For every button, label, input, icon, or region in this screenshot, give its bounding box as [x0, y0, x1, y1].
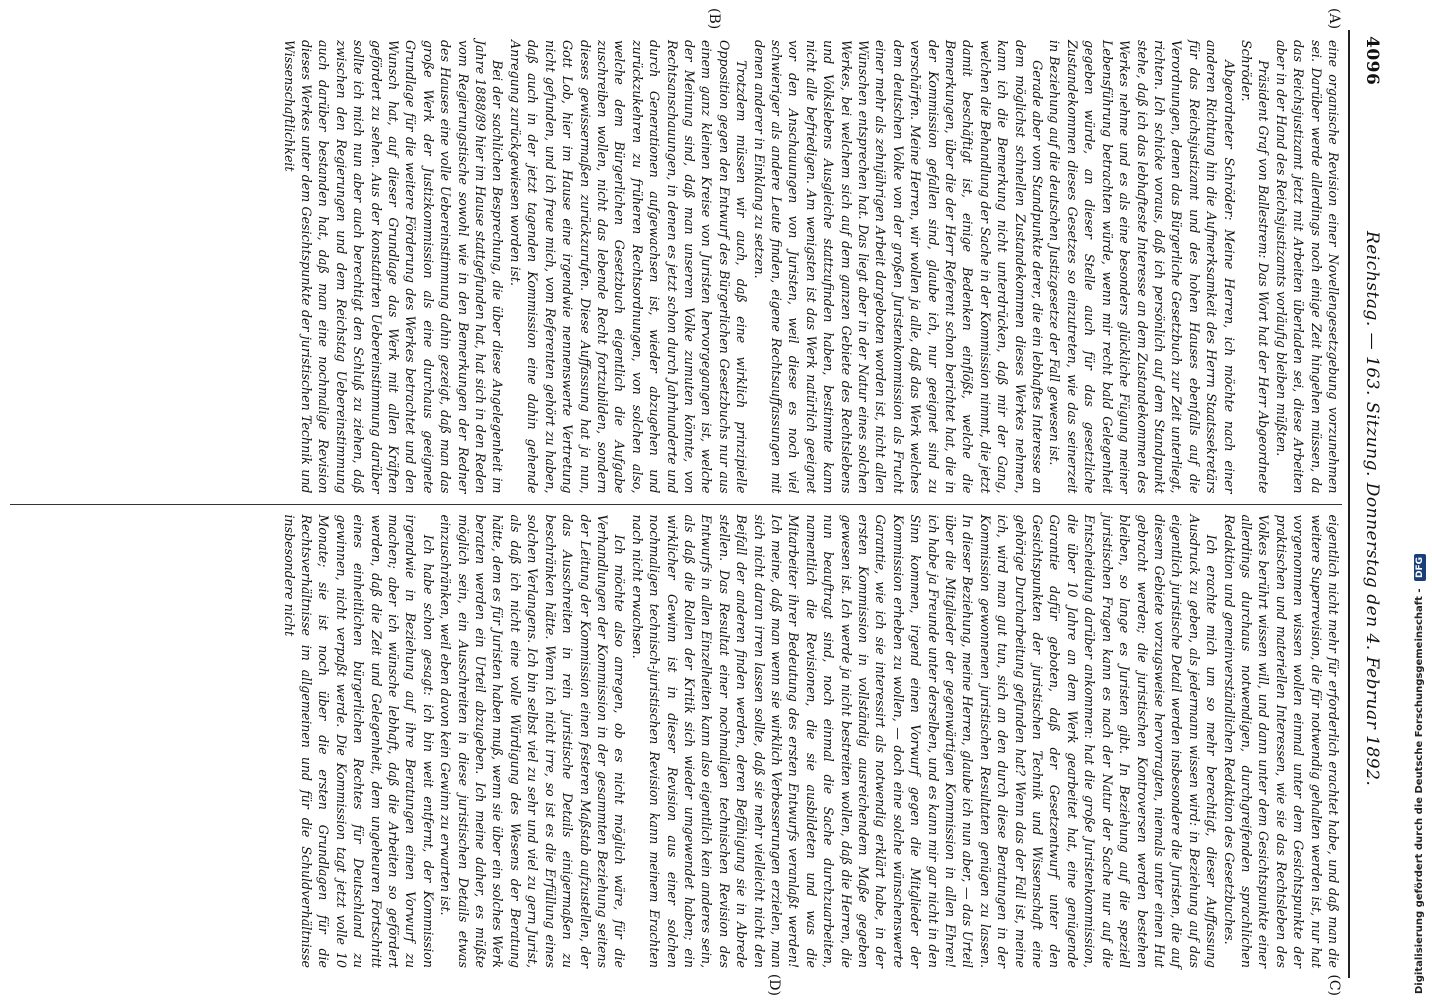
paragraph: Abgeordneter Schröder: Meine Herren, ich möchte nach einer anderen Richtung hin die Aufmerksamkeit des Herrn Staatssekretärs für das Reichsjustizamt und des hohen Hauses ebenfalls auf die Verordnungen, denen das Bürgerliche Gesetzbuch zur Zeit unterliegt, richten. Ich schicke voraus, daß ich persönlich auf dem Standpunkt stehe, daß ich das lebhafteste Interesse an dem Zustandekommen des Werkes nehme und es als eine besonders glückliche Fügung meiner Lebensführung betrachten würde, wenn mir recht bald Gelegenheit gegeben würde, an dieser Stelle auch für das gesetzliche Zustandekommen dieses Gesetzes so einzutreten, wie das seinerzeit in Beziehung auf die deutschen Justizgesetze der Fall gewesen ist. [1047, 40, 1237, 494]
left-column [10, 30, 1342, 504]
digitization-footer [1410, 194, 1426, 994]
funding-text: Digitalisierung gefördert durch die Deutsche Forschungsgemeinschaft - [1414, 588, 1425, 994]
page-title: Reichstag. — 163. Sitzung. Donnerstag den 4. Februar 1892. [1362, 231, 1382, 787]
paragraph: Ich erachte mich um so mehr berechtigt, dieser Auffassung Ausdruck zu geben, als jedermann wissen wird: in Beziehung auf das eigentlich juristische Detail werden insbesondere die Juristen, die auf diesem Gebiete vorzugsweise hervorragten, niemals unter einen Hut gebracht werden; die juristischen Kontroversen werden bestehen bleiben, so lange es Juristen gibt. In Beziehung auf die speziell juristischen Fragen kann es nach der Natur der Sache nur auf die Entscheidung darüber ankommen: hat die große Juristenkommission, die über 10 Jahre an dem Werk gearbeitet hat, eine genügende Garantie dafür geboten, daß der Gesetzentwurf unter den Gesichtspunkten der juristischen Technik und Wissenschaft eine gehörige Durcharbeitung gefunden hat? Wenn das der Fall ist, meine ich, wird man gut tun, sich an den durch diese Beratungen in der Kommission gewonnenen juristischen Resultaten genügen zu lassen. In dieser Beziehung, meine Herren, glaube ich nun aber, — das Urteil über die Mitglieder der gegenwärtigen Kommission in allen Ehren! ich habe ja Freunde unter derselben, und es kann mir gar nicht in den Sinn kommen, irgend einen Vorwurf gegen die Mitglieder der Kommission erheben zu wollen, — doch eine solche wünschenswerte Garantie, wie ich sie interessirt als notwendig erklärt habe, in der ersten Kommission in vollständig ausreichendem Maße gegeben gewesen ist. Ich werde ja nicht bestreiten wollen, daß die Herren, die nun beauftragt sind, noch einmal die Sache durchzuarbeiten, namentlich die Revisionen, die sie ausbildeten und was die Mitarbeiter ihrer Bedeutung des ersten Entwurfs veranlaßt werden! Ich meine, daß man wenn sie wirklich Verbesserungen erzielen, man sich nicht daran irren lassen sollte, daß sie mehr vielleicht nicht den Beifall der anderen finden werden, deren Befähigung sie in Abrede stellen. Das Resultat einer nochmaligen technischen Revision des Entwurfs in allen Einzelheiten kann also eigentlich kein anderes sein, als daß die Rollen der Kritik sich wieder umgewendet haben; ein wirklicher Gewinn ist in dieser Revision aus einer solchen nochmaligen technisch-juristischen Revision kann meinem Erachten nach nicht erwachsen. [629, 514, 1220, 968]
paragraph-president: Präsident Graf von Ballestrem: Das Wort hat der Herr Abgeordnete Schröder. [1238, 40, 1272, 494]
page-header [1348, 30, 1382, 978]
paragraph: Ich möchte also anregen, ob es nicht möglich wäre, für die Verhandlungen der Kommission in der gesammten Beziehung seitens der Leitung der Kommission einen festeren Maßstab aufzustellen, der das Ausschreiten in rein juristische Details einigermaßen zu beschränken hätte. Wenn ich nicht irre, so ist es die Erfüllung eines solchen Verlangens. Ich bin selbst viel zu sehr und viel zu gern Jurist, als daß ich nicht eine volle Würdigung des Wesens der Beratung hätte, dem es für Juristen haben muß, wenn sie über ein solches Werk beraten werden ein Urteil abzugeben. Ich meine daher, es müßte möglich sein, ein Ausschreiten in diese juristischen Details etwas einzuschränken, weil eben davon kein Gewinn zu erwarten ist. [438, 514, 628, 968]
margin-marker-b: (B) [706, 8, 722, 30]
paragraph: Bei der sachlichen Besprechung, die über diese Angelegenheit im Jahre 1888/89 hier im Hause stattgefunden hat, hat sich in den Reden vom Regierungstische sowohl wie in den Bemerkungen der Redner des Hauses eine volle Uebereinstimmung dahin gezeigt, daß man das große Werk der Justizkommission als eine durchaus geeignete Grundlage für die weitere Förderung des Werkes betrachtet und den Wunsch hat, auf dieser Grundlage das Werk mit allen Kräften gefördert zu sehen. Aus der konstatirten Uebereinstimmung darüber sollte ich mich nun aber auch berechtigt den Schluß zu ziehen, daß zwischen den Regierungen und dem Reichstag Uebereinstimmung auch darüber bestanden hat, daß man eine nochmalige Revision dieses Werkes unter dem Gesichtspunkte der juristischen Technik und Wissenschaftlichkeit [281, 40, 506, 494]
paragraph: eine organische Revision einer Novellengesetzgebung vorzunehmen sei. Darüber werde allerdings noch einige Zeit hingehen müssen, da das Reichsjustizamt jetzt mit Arbeiten überladen sei, diese Arbeiten aber in der Hand des Reichsjustizamts vorläufig bleiben müßten. [1273, 40, 1341, 494]
right-column [10, 505, 1342, 979]
paragraph: Gerade aber vom Standpunkte derer, die ein lebhaftes Interesse an dem möglichst schnellen Zustandekommen dieses Werkes nehmen, kann ich die Bemerkung nicht unterdrücken, daß mir der Gang, welchen die Behandlung der Sache in der Kommission nimmt, die jetzt damit beschäftigt ist, einige Bedenken einflößt, welche die Bemerkungen, über die der Herr Referent schon berichtet hat, die in der Kommission gefallen sind, glaube ich, nur geeignet sind zu verschärfen. Meine Herren, wir wollen ja alle, daß das Werk welches dem deutschen Volke von der großen Juristenkommission als Frucht einer mehr als zehnjährigen Arbeit dargeboten worden ist, nicht allen Wünschen entsprechen hat. Das liegt aber in der Natur eines solchen Werkes, bei welchem sich auf dem ganzen Gebiete des Rechtslebens und Volkslebens Ausgleiche stattzufinden haben, bestimmte kann nicht alle befriedigen. Am wenigsten ist das Werk natürlich geeignet vor den Anschauungen von Juristen, weil diese es noch viel schwieriger als andere Leute finden, eigene Rechtsauffassungen mit denen anderer in Einklang zu setzen. [751, 40, 1046, 494]
margin-marker-d: (D) [766, 973, 782, 996]
page-number: 4096 [1362, 36, 1382, 86]
margin-marker-c: (C) [1326, 974, 1342, 996]
dfg-logo: DFG [1414, 554, 1426, 581]
funding-note [1414, 554, 1426, 994]
margin-marker-a: (A) [1326, 8, 1342, 30]
paragraph: Ich habe schon gesagt: ich bin weit entfernt, der Kommission irgendwie in Beziehung auf ihre Beratungen einen Vorwurf zu machen; aber ich wünsche lebhaft, daß die Arbeiten so gefördert werden, daß die Zeit und Gelegenheit, dem ungeheuren Fortschritt eines einheitlichen bürgerlichen Rechtes für Deutschland zu gewinnen, nicht verpaßt werde. Die Kommission tagt jetzt volle 10 Monate; sie ist noch über die ersten Grundlagen für die Rechtsverhältnisse im allgemeinen und für die Schuldverhältnisse insbesondere nicht [281, 514, 436, 968]
text-columns [10, 8, 1342, 996]
paragraph: eigentlich nicht mehr für erforderlich erachtet habe, und daß man die weitere Superrevision, die für notwendig gehalten werden ist, nur hat vorgenommen wissen wollen einmal unter dem Gesichtspunkte der praktischen und materiellen Interessen, wie sie das Rechtsleben des Volkes berührt wissen will, und dann unter dem Gesichtspunkte einer allerdings durchaus notwendigen, durchgreifenden sprachlichen Redaktion und gemeinverständlichen Redaktion des Gesetzbuches. [1221, 514, 1341, 968]
paragraph: Trotzdem müssen wir auch, daß eine wirklich prinzipielle Opposition gegen den Entwurf des Bürgerlichen Gesetzbuchs nur aus einem ganz kleinen Kreise von Juristen hervorgegangen ist, welche der Meinung sind, daß man unserem Volke zumuten könnte, von Rechtsanschauungen, in denen es jetzt schon durch Jahrhunderte und durch Generationen aufgewachsen ist, wieder abzugehen und zurückzukehren zu früheren Rechtsordnungen, von solchen also, welche dem Bürgerlichen Gesetzbuch eigentlich die Aufgabe zuschreiben wollen, nicht das lebende Recht fortzubilden, sondern dieses gewissermaßen zurückzurufen. Diese Auffassung hat ja nun, Gott Lob, hier im Hause eine irgendwie nennenswerte Vertretung nicht gefunden, und ich freue mich, vom Referenten gehört zu haben, daß auch in der jetzt tagenden Kommission eine dahin gehende Anregung zurückgewiesen worden ist. [507, 40, 750, 494]
